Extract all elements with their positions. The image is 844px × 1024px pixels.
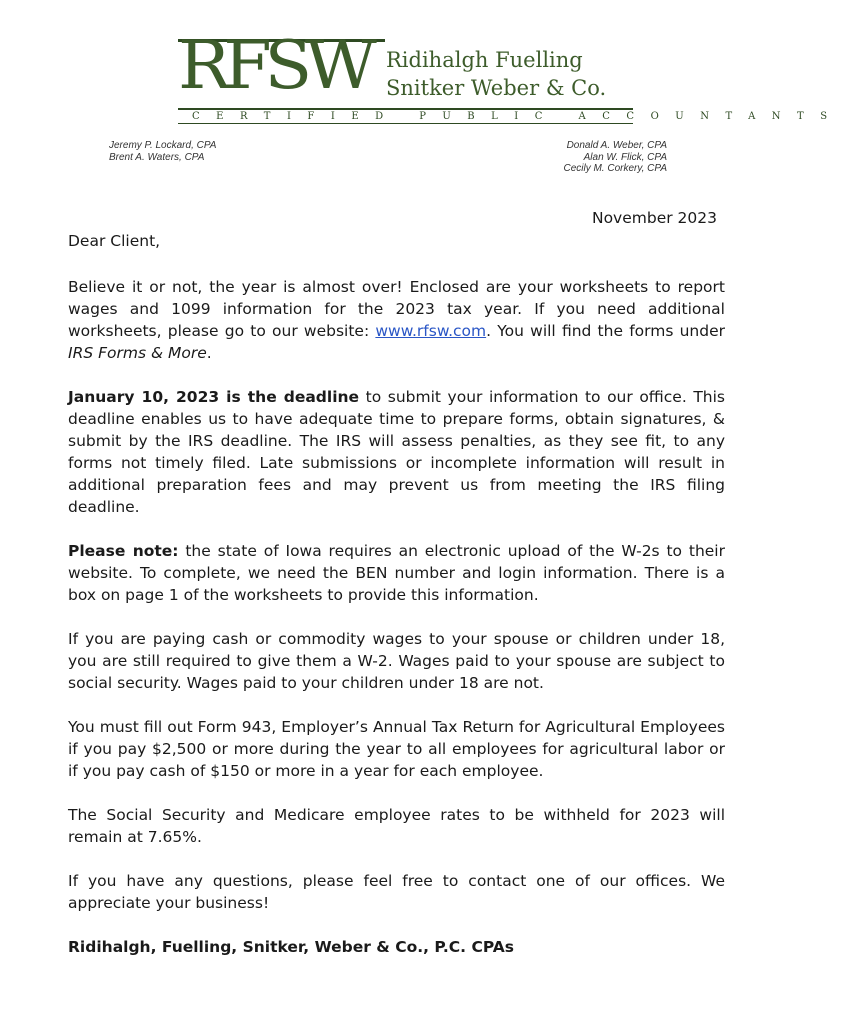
partner-name: Brent A. Waters, CPA — [109, 151, 205, 163]
text-run: Believe it or not, the year is almost over! Enclosed are your worksheets to report wages and 1099 information for the 2023 tax year. If you need additional worksheets, please go to our website: — [68, 278, 725, 340]
logo-monogram: RFSW — [178, 27, 370, 104]
partner-name: Donald A. Weber, CPA — [566, 140, 667, 151]
firm-name-line-1: Ridihalgh Fuelling — [386, 48, 583, 72]
firm-designation: CERTIFIED PUBLIC ACCOUNTANTS — [192, 111, 844, 122]
firm-logo — [178, 27, 844, 123]
paragraph-family-wages: If you are paying cash or commodity wages to your spouse or children under 18, you are still required to give them a W-2. Wages paid to your spouse are subject to social security. Wages paid to your children under 18 are not. — [68, 630, 725, 692]
text-run: to submit your information to our office. This deadline enables us to have adequate time to prepare forms, obtain signatures, & submit by the IRS deadline. The IRS will assess penalties, as they see fit, to any forms not timely filed. Late submissions or incomplete information will result in additional preparation fees and may prevent us from meeting the IRS filing deadline. — [68, 388, 726, 516]
paragraph-closing: If you have any questions, please feel free to contact one of our offices. We appreciate your business! — [68, 872, 725, 912]
text-run: . You will find the forms under — [486, 322, 726, 340]
firm-name-line-2: Snitker Weber & Co. — [386, 76, 607, 100]
text-run: . — [206, 344, 212, 362]
paragraph-intro — [68, 276, 725, 364]
logo-divider-bottom — [178, 123, 633, 124]
paragraph-iowa-note — [68, 540, 725, 606]
website-link[interactable]: www.rfsw.com — [375, 322, 487, 340]
letter-date: November 2023 — [591, 209, 717, 227]
text-run: the state of Iowa requires an electronic upload of the W-2s to their website. To complete, we need the BEN number and login information. There is a box on page 1 of the worksheets to provide this information. — [68, 542, 725, 604]
paragraph-form-943: You must fill out Form 943, Employer’s Annual Tax Return for Agricultural Employees if you pay $2,500 or more during the year to all employees for agricultural labor or if you pay cash of $150 or more in a year for each employee. — [68, 718, 725, 780]
partners-right — [563, 140, 667, 175]
note-label: Please note: — [68, 542, 179, 560]
paragraph-deadline — [68, 386, 725, 518]
deadline-highlight: January 10, 2023 is the deadline — [68, 388, 360, 406]
partner-name: Jeremy P. Lockard, CPA — [109, 140, 217, 151]
salutation: Dear Client, — [68, 232, 161, 250]
partner-name: Cecily M. Corkery, CPA — [563, 163, 667, 174]
signature: Ridihalgh, Fuelling, Snitker, Weber & Co., P.C. CPAs — [68, 938, 514, 956]
partner-name: Alan W. Flick, CPA — [583, 151, 667, 163]
paragraph-rates: The Social Security and Medicare employee rates to be withheld for 2023 will remain at 7.65%. — [68, 806, 725, 846]
logo-divider — [178, 108, 633, 110]
forms-section-name: IRS Forms & More — [68, 344, 207, 362]
partners-left — [109, 140, 216, 163]
letter-body — [68, 276, 725, 980]
